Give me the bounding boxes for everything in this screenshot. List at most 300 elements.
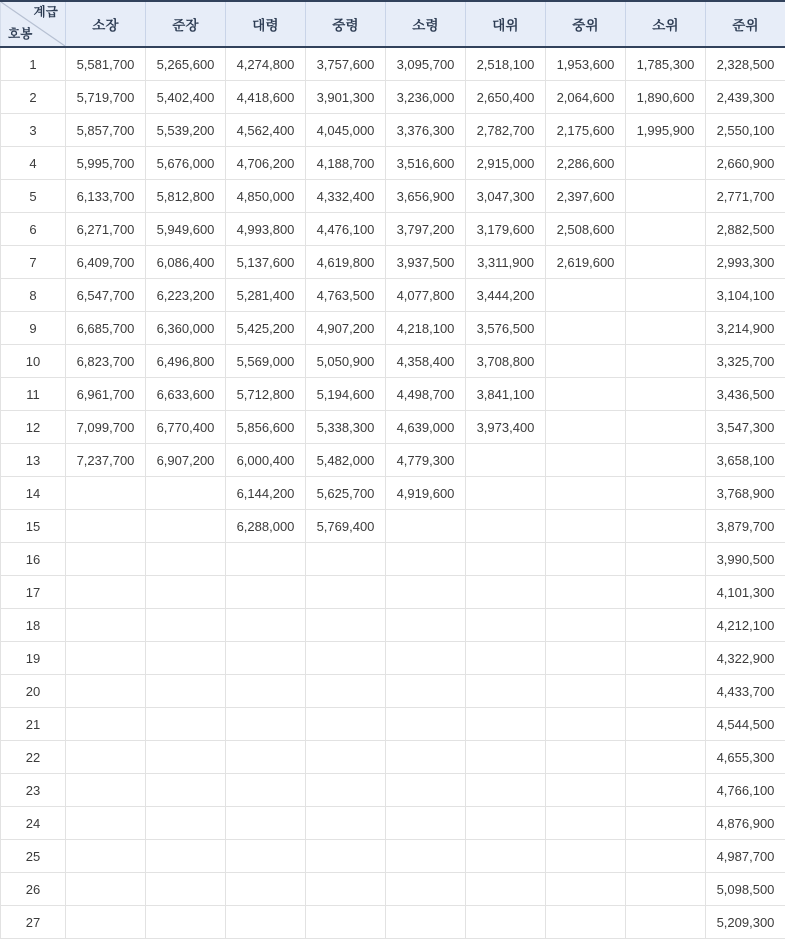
empty-cell [66,675,146,708]
empty-cell [546,312,626,345]
empty-cell [546,906,626,939]
empty-cell [466,840,546,873]
empty-cell [626,477,706,510]
pay-amount-cell: 4,907,200 [306,312,386,345]
empty-cell [626,741,706,774]
pay-amount-cell: 2,650,400 [466,81,546,114]
pay-amount-cell: 3,325,700 [706,345,785,378]
pay-amount-cell: 6,360,000 [146,312,226,345]
pay-step-cell: 24 [1,807,66,840]
pay-amount-cell: 5,625,700 [306,477,386,510]
pay-step-cell: 18 [1,609,66,642]
corner-rank-label: 계급 [33,6,58,20]
empty-cell [226,873,306,906]
pay-amount-cell: 6,133,700 [66,180,146,213]
pay-amount-cell: 5,338,300 [306,411,386,444]
pay-step-cell: 15 [1,510,66,543]
pay-amount-cell: 3,757,600 [306,47,386,81]
pay-amount-cell: 6,288,000 [226,510,306,543]
pay-amount-cell: 3,990,500 [706,543,785,576]
pay-amount-cell: 3,047,300 [466,180,546,213]
empty-cell [546,642,626,675]
pay-amount-cell: 6,907,200 [146,444,226,477]
empty-cell [306,840,386,873]
pay-amount-cell: 3,179,600 [466,213,546,246]
table-row [1,642,785,675]
empty-cell [226,708,306,741]
pay-amount-cell: 5,209,300 [706,906,785,939]
empty-cell [386,510,466,543]
empty-cell [466,807,546,840]
column-header-jungryeong: 중령 [306,1,386,47]
empty-cell [466,774,546,807]
table-row [1,807,785,840]
table-row [1,906,785,939]
pay-amount-cell: 6,000,400 [226,444,306,477]
empty-cell [306,609,386,642]
empty-cell [306,576,386,609]
empty-cell [66,642,146,675]
empty-cell [466,477,546,510]
empty-cell [146,609,226,642]
empty-cell [66,609,146,642]
empty-cell [626,444,706,477]
empty-cell [226,807,306,840]
empty-cell [66,807,146,840]
empty-cell [226,906,306,939]
empty-cell [386,576,466,609]
pay-amount-cell: 3,376,300 [386,114,466,147]
empty-cell [386,675,466,708]
column-header-soryeong: 소령 [386,1,466,47]
empty-cell [386,708,466,741]
pay-amount-cell: 6,144,200 [226,477,306,510]
table-row [1,477,785,510]
corner-header-cell [1,1,66,47]
empty-cell [386,609,466,642]
pay-amount-cell: 2,064,600 [546,81,626,114]
empty-cell [306,906,386,939]
empty-cell [466,708,546,741]
table-row [1,81,785,114]
pay-amount-cell: 6,633,600 [146,378,226,411]
empty-cell [626,708,706,741]
pay-amount-cell: 4,619,800 [306,246,386,279]
empty-cell [386,906,466,939]
pay-amount-cell: 3,547,300 [706,411,785,444]
empty-cell [546,774,626,807]
table-row [1,147,785,180]
empty-cell [546,708,626,741]
pay-amount-cell: 4,919,600 [386,477,466,510]
table-row [1,378,785,411]
empty-cell [66,510,146,543]
pay-amount-cell: 2,550,100 [706,114,785,147]
pay-amount-cell: 5,050,900 [306,345,386,378]
empty-cell [546,576,626,609]
table-row [1,840,785,873]
empty-cell [626,411,706,444]
pay-amount-cell: 2,619,600 [546,246,626,279]
pay-amount-cell: 6,823,700 [66,345,146,378]
pay-amount-cell: 3,236,000 [386,81,466,114]
pay-step-cell: 2 [1,81,66,114]
pay-step-cell: 1 [1,47,66,81]
pay-amount-cell: 6,496,800 [146,345,226,378]
empty-cell [306,741,386,774]
pay-step-cell: 23 [1,774,66,807]
empty-cell [66,477,146,510]
empty-cell [546,444,626,477]
empty-cell [146,675,226,708]
empty-cell [66,906,146,939]
pay-amount-cell: 6,409,700 [66,246,146,279]
empty-cell [146,543,226,576]
pay-amount-cell: 6,271,700 [66,213,146,246]
pay-amount-cell: 2,328,500 [706,47,785,81]
pay-amount-cell: 4,987,700 [706,840,785,873]
pay-amount-cell: 3,841,100 [466,378,546,411]
pay-amount-cell: 3,797,200 [386,213,466,246]
table-row [1,312,785,345]
empty-cell [146,510,226,543]
pay-amount-cell: 3,214,900 [706,312,785,345]
column-header-daeryeong: 대령 [226,1,306,47]
table-body [1,47,785,939]
pay-amount-cell: 5,265,600 [146,47,226,81]
pay-step-cell: 22 [1,741,66,774]
empty-cell [466,576,546,609]
pay-amount-cell: 5,281,400 [226,279,306,312]
empty-cell [146,774,226,807]
empty-cell [546,411,626,444]
pay-amount-cell: 6,961,700 [66,378,146,411]
empty-cell [226,609,306,642]
pay-step-cell: 5 [1,180,66,213]
empty-cell [466,543,546,576]
pay-amount-cell: 5,402,400 [146,81,226,114]
pay-step-cell: 8 [1,279,66,312]
pay-amount-cell: 2,915,000 [466,147,546,180]
empty-cell [226,576,306,609]
pay-amount-cell: 6,086,400 [146,246,226,279]
pay-amount-cell: 2,782,700 [466,114,546,147]
empty-cell [386,840,466,873]
header-row [1,1,785,47]
empty-cell [626,906,706,939]
pay-amount-cell: 3,104,100 [706,279,785,312]
pay-amount-cell: 4,418,600 [226,81,306,114]
pay-step-cell: 25 [1,840,66,873]
empty-cell [626,543,706,576]
pay-amount-cell: 6,685,700 [66,312,146,345]
pay-amount-cell: 3,901,300 [306,81,386,114]
empty-cell [626,510,706,543]
empty-cell [386,543,466,576]
table-header [1,1,785,47]
empty-cell [66,741,146,774]
empty-cell [546,609,626,642]
pay-step-cell: 14 [1,477,66,510]
pay-amount-cell: 4,766,100 [706,774,785,807]
empty-cell [466,741,546,774]
pay-step-cell: 3 [1,114,66,147]
empty-cell [466,906,546,939]
pay-amount-cell: 5,539,200 [146,114,226,147]
empty-cell [546,345,626,378]
empty-cell [386,774,466,807]
empty-cell [546,675,626,708]
table-row [1,114,785,147]
pay-amount-cell: 3,973,400 [466,411,546,444]
empty-cell [626,246,706,279]
empty-cell [306,774,386,807]
empty-cell [466,873,546,906]
pay-step-cell: 20 [1,675,66,708]
pay-amount-cell: 3,768,900 [706,477,785,510]
pay-amount-cell: 2,508,600 [546,213,626,246]
empty-cell [226,741,306,774]
empty-cell [626,180,706,213]
empty-cell [306,807,386,840]
empty-cell [146,708,226,741]
empty-cell [626,345,706,378]
pay-step-cell: 17 [1,576,66,609]
pay-amount-cell: 1,995,900 [626,114,706,147]
pay-amount-cell: 4,706,200 [226,147,306,180]
empty-cell [66,543,146,576]
empty-cell [386,807,466,840]
table-row [1,411,785,444]
empty-cell [626,807,706,840]
column-header-sojang: 소장 [66,1,146,47]
pay-step-cell: 11 [1,378,66,411]
pay-step-cell: 27 [1,906,66,939]
pay-amount-cell: 2,286,600 [546,147,626,180]
pay-amount-cell: 3,095,700 [386,47,466,81]
empty-cell [386,873,466,906]
pay-step-cell: 6 [1,213,66,246]
empty-cell [466,642,546,675]
pay-amount-cell: 4,876,900 [706,807,785,840]
pay-amount-cell: 1,953,600 [546,47,626,81]
empty-cell [626,279,706,312]
empty-cell [546,378,626,411]
column-header-sowi: 소위 [626,1,706,47]
pay-amount-cell: 5,856,600 [226,411,306,444]
pay-amount-cell: 4,322,900 [706,642,785,675]
table-row [1,510,785,543]
empty-cell [306,675,386,708]
pay-amount-cell: 4,358,400 [386,345,466,378]
pay-step-cell: 9 [1,312,66,345]
pay-amount-cell: 4,850,000 [226,180,306,213]
empty-cell [626,675,706,708]
pay-amount-cell: 4,562,400 [226,114,306,147]
pay-amount-cell: 4,332,400 [306,180,386,213]
pay-amount-cell: 3,576,500 [466,312,546,345]
pay-amount-cell: 2,439,300 [706,81,785,114]
pay-amount-cell: 5,949,600 [146,213,226,246]
pay-amount-cell: 4,655,300 [706,741,785,774]
pay-amount-cell: 5,712,800 [226,378,306,411]
empty-cell [66,840,146,873]
pay-amount-cell: 2,518,100 [466,47,546,81]
empty-cell [626,312,706,345]
empty-cell [226,642,306,675]
pay-amount-cell: 4,045,000 [306,114,386,147]
pay-amount-cell: 5,676,000 [146,147,226,180]
table-row [1,675,785,708]
pay-amount-cell: 7,237,700 [66,444,146,477]
pay-amount-cell: 4,077,800 [386,279,466,312]
pay-amount-cell: 3,708,800 [466,345,546,378]
empty-cell [546,543,626,576]
pay-amount-cell: 3,937,500 [386,246,466,279]
empty-cell [546,510,626,543]
empty-cell [306,708,386,741]
pay-amount-cell: 4,218,100 [386,312,466,345]
empty-cell [146,840,226,873]
table-row [1,576,785,609]
empty-cell [546,279,626,312]
pay-amount-cell: 6,547,700 [66,279,146,312]
empty-cell [306,543,386,576]
pay-amount-cell: 5,812,800 [146,180,226,213]
empty-cell [386,741,466,774]
pay-step-cell: 12 [1,411,66,444]
empty-cell [146,807,226,840]
pay-amount-cell: 2,771,700 [706,180,785,213]
empty-cell [146,576,226,609]
column-header-jungwi: 중위 [546,1,626,47]
pay-amount-cell: 4,498,700 [386,378,466,411]
pay-amount-cell: 3,516,600 [386,147,466,180]
empty-cell [146,906,226,939]
empty-cell [226,543,306,576]
pay-amount-cell: 2,397,600 [546,180,626,213]
pay-step-cell: 4 [1,147,66,180]
empty-cell [466,510,546,543]
pay-amount-cell: 2,993,300 [706,246,785,279]
empty-cell [466,675,546,708]
pay-amount-cell: 3,879,700 [706,510,785,543]
empty-cell [626,147,706,180]
pay-amount-cell: 5,425,200 [226,312,306,345]
pay-step-cell: 10 [1,345,66,378]
empty-cell [66,576,146,609]
pay-amount-cell: 5,995,700 [66,147,146,180]
pay-amount-cell: 6,223,200 [146,279,226,312]
pay-amount-cell: 7,099,700 [66,411,146,444]
empty-cell [306,642,386,675]
pay-step-cell: 21 [1,708,66,741]
table-row [1,543,785,576]
column-header-junwi: 준위 [706,1,785,47]
pay-amount-cell: 3,311,900 [466,246,546,279]
empty-cell [466,444,546,477]
pay-step-cell: 19 [1,642,66,675]
pay-amount-cell: 5,194,600 [306,378,386,411]
table-row [1,246,785,279]
empty-cell [146,477,226,510]
pay-amount-cell: 5,482,000 [306,444,386,477]
pay-step-cell: 16 [1,543,66,576]
empty-cell [146,642,226,675]
table-row [1,279,785,312]
empty-cell [546,840,626,873]
pay-amount-cell: 4,476,100 [306,213,386,246]
empty-cell [66,873,146,906]
empty-cell [306,873,386,906]
empty-cell [626,213,706,246]
pay-amount-cell: 2,175,600 [546,114,626,147]
pay-amount-cell: 2,882,500 [706,213,785,246]
table-row [1,708,785,741]
empty-cell [146,741,226,774]
empty-cell [546,873,626,906]
pay-amount-cell: 3,444,200 [466,279,546,312]
pay-step-cell: 26 [1,873,66,906]
pay-amount-cell: 4,779,300 [386,444,466,477]
empty-cell [386,642,466,675]
empty-cell [626,609,706,642]
pay-amount-cell: 3,658,100 [706,444,785,477]
table-row [1,213,785,246]
table-row [1,609,785,642]
pay-amount-cell: 5,857,700 [66,114,146,147]
pay-amount-cell: 2,660,900 [706,147,785,180]
empty-cell [626,873,706,906]
pay-amount-cell: 1,890,600 [626,81,706,114]
pay-amount-cell: 4,101,300 [706,576,785,609]
pay-amount-cell: 5,719,700 [66,81,146,114]
pay-step-cell: 7 [1,246,66,279]
empty-cell [626,576,706,609]
corner-step-label: 호봉 [8,28,33,42]
pay-amount-cell: 4,763,500 [306,279,386,312]
empty-cell [226,840,306,873]
table-row [1,873,785,906]
pay-amount-cell: 5,581,700 [66,47,146,81]
table-row [1,47,785,81]
table-row [1,345,785,378]
empty-cell [626,774,706,807]
pay-amount-cell: 5,569,000 [226,345,306,378]
pay-amount-cell: 4,433,700 [706,675,785,708]
empty-cell [466,609,546,642]
empty-cell [146,873,226,906]
pay-amount-cell: 1,785,300 [626,47,706,81]
empty-cell [226,774,306,807]
pay-amount-cell: 5,769,400 [306,510,386,543]
pay-amount-cell: 3,436,500 [706,378,785,411]
pay-amount-cell: 4,212,100 [706,609,785,642]
table-row [1,774,785,807]
empty-cell [546,477,626,510]
pay-amount-cell: 6,770,400 [146,411,226,444]
empty-cell [546,807,626,840]
pay-amount-cell: 4,544,500 [706,708,785,741]
pay-amount-cell: 3,656,900 [386,180,466,213]
empty-cell [226,675,306,708]
pay-amount-cell: 4,993,800 [226,213,306,246]
pay-amount-cell: 4,274,800 [226,47,306,81]
empty-cell [66,708,146,741]
empty-cell [626,378,706,411]
column-header-junjang: 준장 [146,1,226,47]
empty-cell [626,642,706,675]
